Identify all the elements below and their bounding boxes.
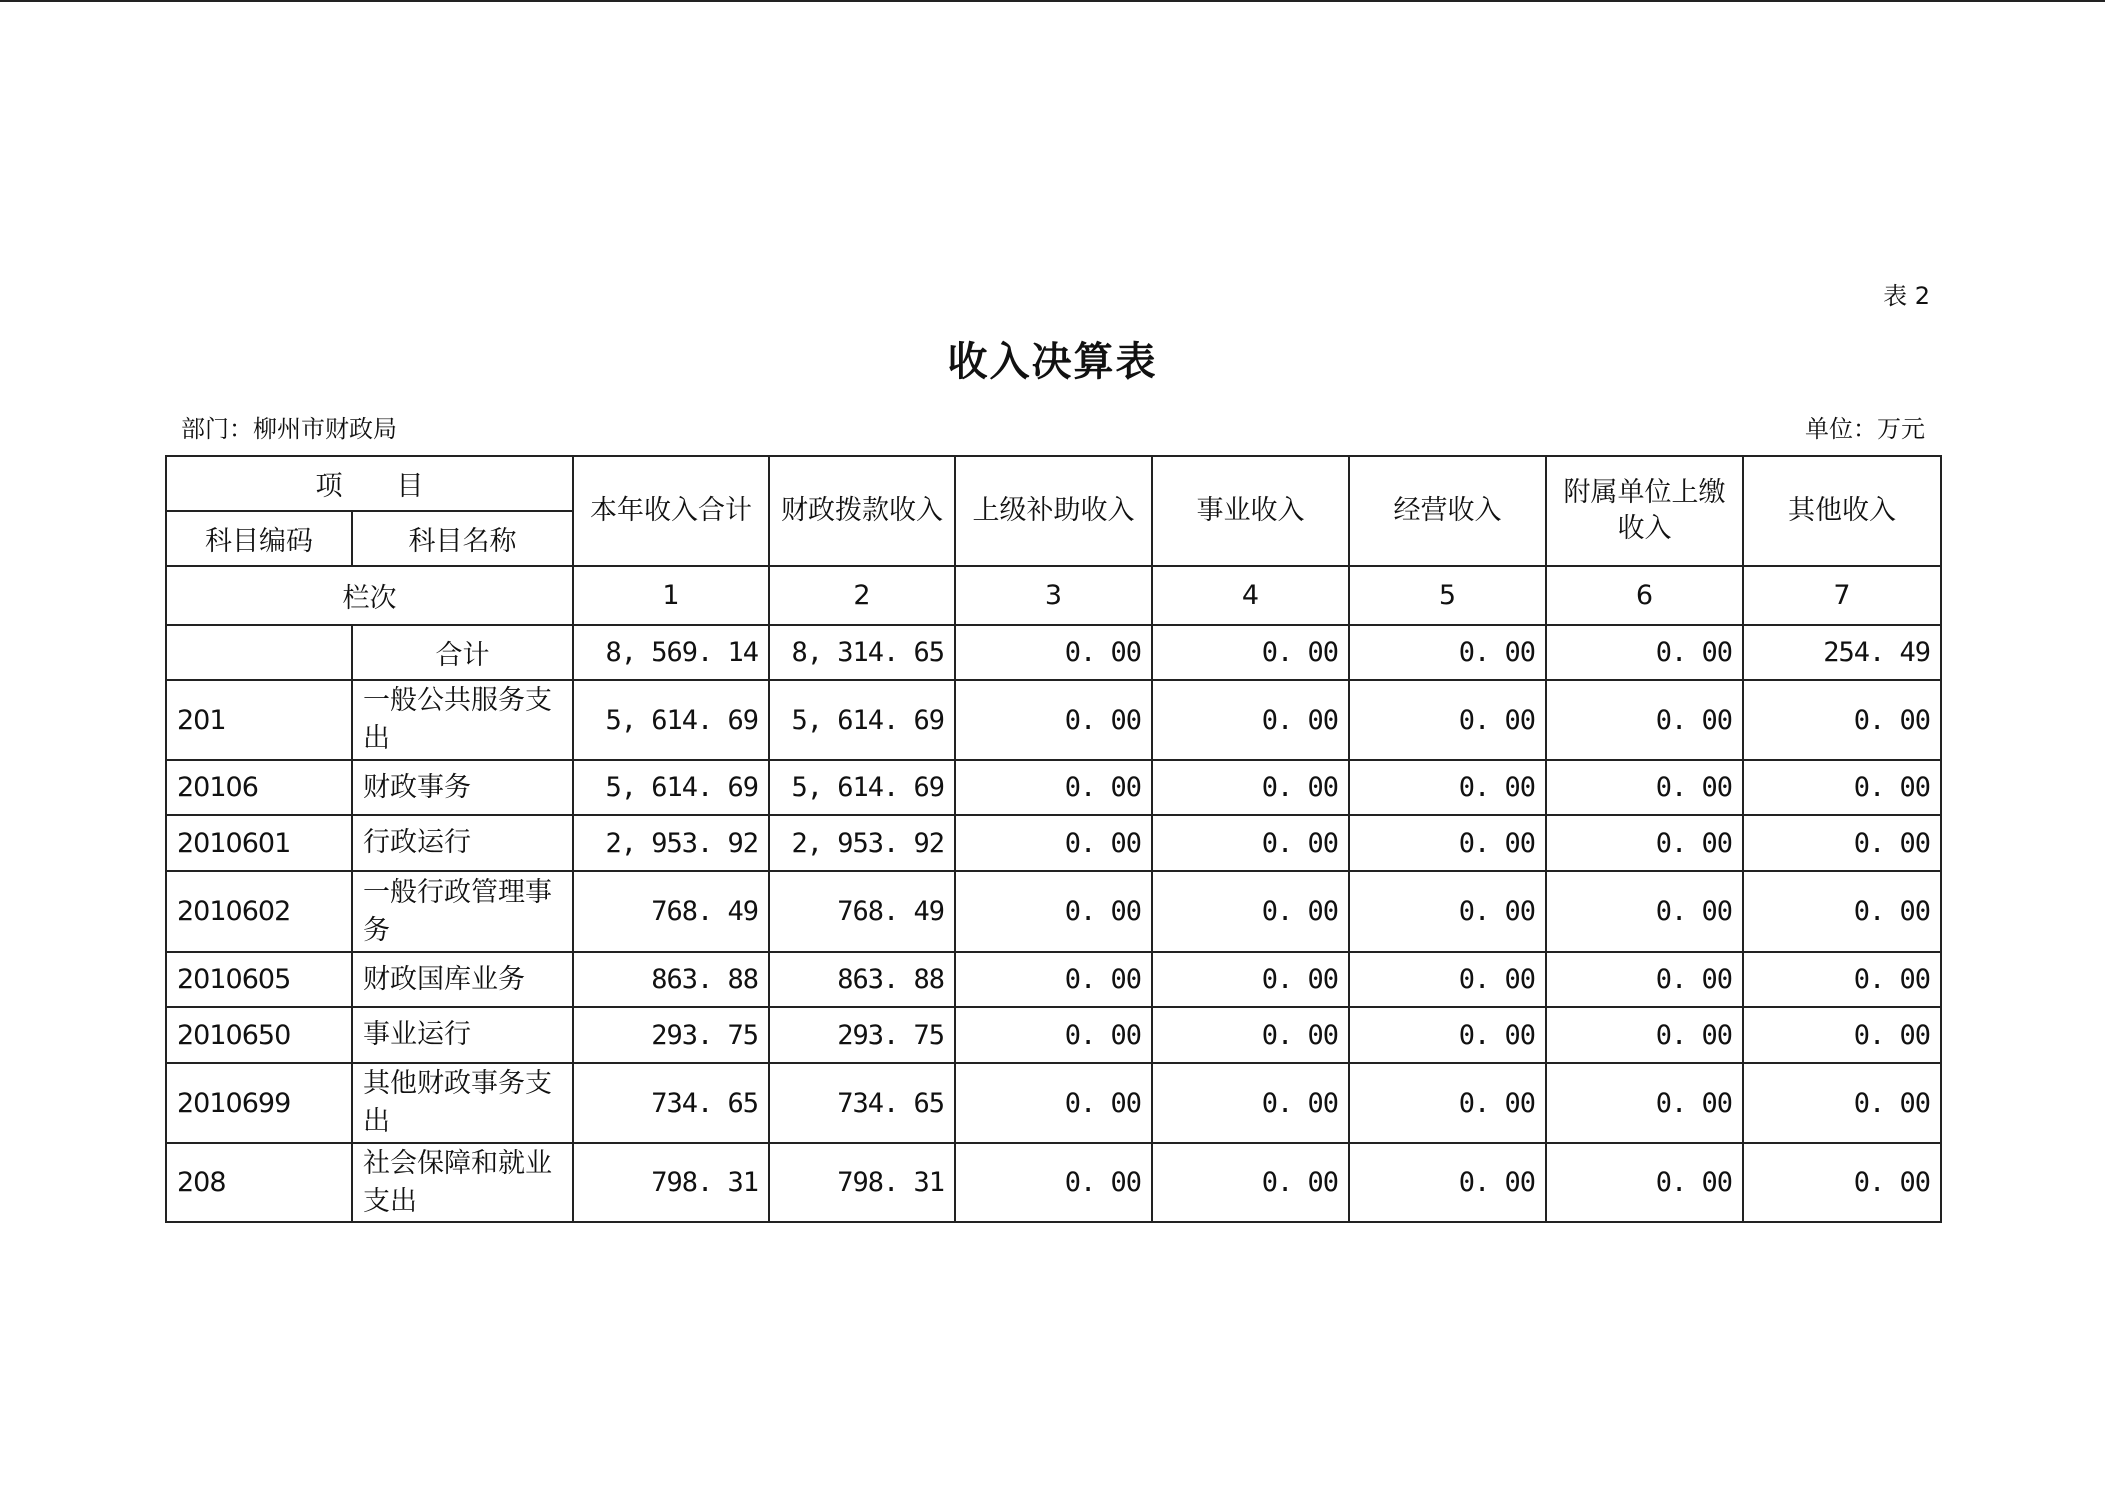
subject-name: 社会保障和就业支出 xyxy=(352,1143,573,1222)
header-col-business-income: 事业收入 xyxy=(1152,456,1349,566)
subject-name: 其他财政事务支出 xyxy=(352,1063,573,1143)
amount-cell: 734. 65 xyxy=(769,1063,955,1143)
amount-cell: 0. 00 xyxy=(1152,1143,1349,1222)
amount-cell: 798. 31 xyxy=(573,1143,769,1222)
table-number: 表 2 xyxy=(1883,282,1930,310)
header-project: 项 目 xyxy=(166,456,573,511)
header-col-fiscal-appropriation: 财政拨款收入 xyxy=(769,456,955,566)
col-number: 6 xyxy=(1546,566,1743,625)
amount-cell: 0. 00 xyxy=(1349,680,1546,760)
table-row xyxy=(166,952,1941,1007)
amount-cell: 734. 65 xyxy=(573,1063,769,1143)
amount-cell: 0. 00 xyxy=(955,952,1152,1007)
unit-label: 单位：万元 xyxy=(1805,415,1925,443)
col-number: 7 xyxy=(1743,566,1941,625)
table-row xyxy=(166,680,1941,760)
amount-cell: 0. 00 xyxy=(1743,680,1941,760)
subject-code: 2010602 xyxy=(166,871,352,952)
amount-cell: 0. 00 xyxy=(1743,952,1941,1007)
amount-cell: 0. 00 xyxy=(1743,871,1941,952)
subject-name: 一般公共服务支出 xyxy=(352,680,573,760)
total-label: 合计 xyxy=(352,625,573,680)
total-row xyxy=(166,625,1941,680)
total-value: 0. 00 xyxy=(1152,625,1349,680)
amount-cell: 0. 00 xyxy=(1349,1143,1546,1222)
amount-cell: 0. 00 xyxy=(1152,815,1349,871)
amount-cell: 0. 00 xyxy=(955,1007,1152,1063)
amount-cell: 0. 00 xyxy=(1349,871,1546,952)
table-row xyxy=(166,1143,1941,1222)
amount-cell: 293. 75 xyxy=(769,1007,955,1063)
subject-code: 2010601 xyxy=(166,815,352,871)
table-row xyxy=(166,815,1941,871)
amount-cell: 0. 00 xyxy=(1743,760,1941,815)
income-final-accounts-table xyxy=(165,455,1942,1223)
amount-cell: 0. 00 xyxy=(1546,1143,1743,1222)
amount-cell: 5, 614. 69 xyxy=(573,680,769,760)
amount-cell: 0. 00 xyxy=(1349,1007,1546,1063)
subject-code: 201 xyxy=(166,680,352,760)
amount-cell: 0. 00 xyxy=(1546,1063,1743,1143)
amount-cell: 0. 00 xyxy=(1152,680,1349,760)
amount-cell: 863. 88 xyxy=(769,952,955,1007)
amount-cell: 0. 00 xyxy=(955,1143,1152,1222)
amount-cell: 2, 953. 92 xyxy=(769,815,955,871)
amount-cell: 0. 00 xyxy=(1743,1143,1941,1222)
subject-name: 财政事务 xyxy=(352,760,573,815)
amount-cell: 0. 00 xyxy=(1546,680,1743,760)
amount-cell: 0. 00 xyxy=(1546,952,1743,1007)
amount-cell: 0. 00 xyxy=(1349,952,1546,1007)
total-value: 8, 569. 14 xyxy=(573,625,769,680)
amount-cell: 0. 00 xyxy=(1546,760,1743,815)
amount-cell: 293. 75 xyxy=(573,1007,769,1063)
amount-cell: 5, 614. 69 xyxy=(573,760,769,815)
amount-cell: 0. 00 xyxy=(1349,760,1546,815)
subject-name: 财政国库业务 xyxy=(352,952,573,1007)
amount-cell: 0. 00 xyxy=(1743,1007,1941,1063)
col-number: 5 xyxy=(1349,566,1546,625)
amount-cell: 768. 49 xyxy=(573,871,769,952)
amount-cell: 0. 00 xyxy=(1349,1063,1546,1143)
amount-cell: 0. 00 xyxy=(1743,815,1941,871)
amount-cell: 0. 00 xyxy=(1152,1063,1349,1143)
header-col-total-income: 本年收入合计 xyxy=(573,456,769,566)
header-col-affiliated-units: 附属单位上缴收入 xyxy=(1546,456,1743,566)
amount-cell: 0. 00 xyxy=(1546,871,1743,952)
subject-name: 一般行政管理事务 xyxy=(352,871,573,952)
amount-cell: 0. 00 xyxy=(1546,1007,1743,1063)
header-col-superior-subsidy: 上级补助收入 xyxy=(955,456,1152,566)
table-row xyxy=(166,871,1941,952)
amount-cell: 0. 00 xyxy=(1152,871,1349,952)
amount-cell: 0. 00 xyxy=(955,1063,1152,1143)
table-row xyxy=(166,1007,1941,1063)
header-subject-name: 科目名称 xyxy=(352,511,573,566)
amount-cell: 0. 00 xyxy=(1152,1007,1349,1063)
amount-cell: 768. 49 xyxy=(769,871,955,952)
amount-cell: 0. 00 xyxy=(1349,815,1546,871)
total-value: 0. 00 xyxy=(1546,625,1743,680)
table-row xyxy=(166,760,1941,815)
header-col-operating-income: 经营收入 xyxy=(1349,456,1546,566)
department-label: 部门：柳州市财政局 xyxy=(181,415,397,443)
page-title: 收入决算表 xyxy=(947,339,1158,385)
col-number: 3 xyxy=(955,566,1152,625)
total-value: 8, 314. 65 xyxy=(769,625,955,680)
col-number: 1 xyxy=(573,566,769,625)
subject-code: 208 xyxy=(166,1143,352,1222)
amount-cell: 0. 00 xyxy=(955,871,1152,952)
subject-code: 2010699 xyxy=(166,1063,352,1143)
top-border-line xyxy=(0,0,2105,2)
amount-cell: 0. 00 xyxy=(1546,815,1743,871)
col-number: 2 xyxy=(769,566,955,625)
amount-cell: 0. 00 xyxy=(1152,952,1349,1007)
header-col-other-income: 其他收入 xyxy=(1743,456,1941,566)
subject-code: 2010605 xyxy=(166,952,352,1007)
total-value: 0. 00 xyxy=(1349,625,1546,680)
total-value: 0. 00 xyxy=(955,625,1152,680)
subject-code: 20106 xyxy=(166,760,352,815)
amount-cell: 798. 31 xyxy=(769,1143,955,1222)
amount-cell: 5, 614. 69 xyxy=(769,760,955,815)
amount-cell: 2, 953. 92 xyxy=(573,815,769,871)
amount-cell: 0. 00 xyxy=(955,680,1152,760)
subject-name: 行政运行 xyxy=(352,815,573,871)
amount-cell: 0. 00 xyxy=(1743,1063,1941,1143)
header-subject-code: 科目编码 xyxy=(166,511,352,566)
col-number: 4 xyxy=(1152,566,1349,625)
row-label-column-number: 栏次 xyxy=(166,566,573,625)
subject-name: 事业运行 xyxy=(352,1007,573,1063)
total-value: 254. 49 xyxy=(1743,625,1941,680)
subject-code: 2010650 xyxy=(166,1007,352,1063)
amount-cell: 863. 88 xyxy=(573,952,769,1007)
amount-cell: 0. 00 xyxy=(955,815,1152,871)
amount-cell: 0. 00 xyxy=(1152,760,1349,815)
amount-cell: 5, 614. 69 xyxy=(769,680,955,760)
total-code-cell xyxy=(166,625,352,680)
amount-cell: 0. 00 xyxy=(955,760,1152,815)
table-row xyxy=(166,1063,1941,1143)
